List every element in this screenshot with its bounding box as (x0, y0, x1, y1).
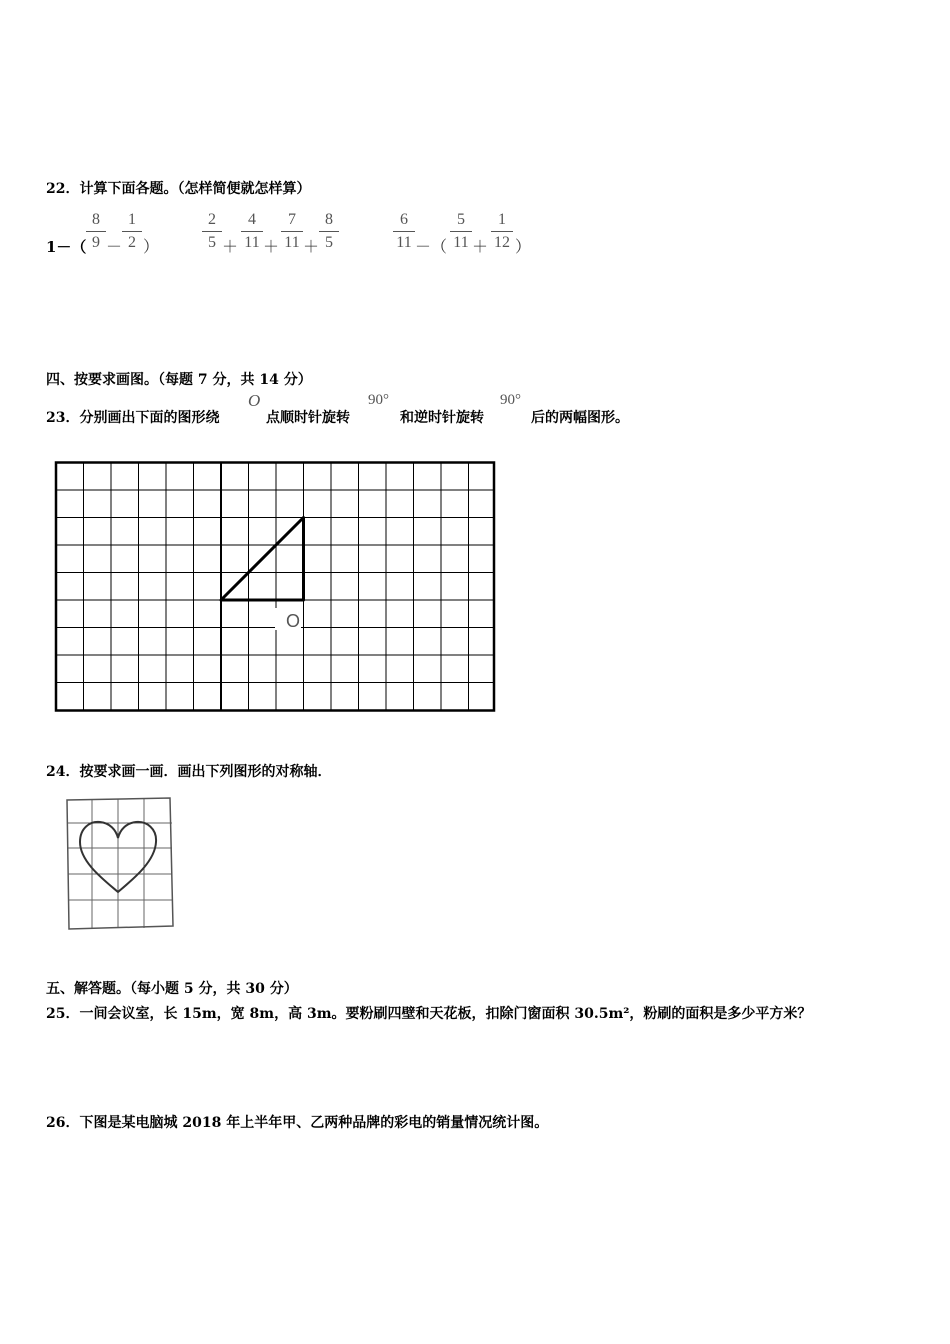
fraction-denominator: 11 (284, 234, 300, 251)
expr2-plus-2: ＋ (263, 239, 280, 256)
fraction-numerator: 8 (92, 211, 100, 228)
q23-text-4: 后的两幅图形。 (531, 410, 629, 426)
fraction-denominator: 2 (128, 234, 136, 251)
q23-text-2: 点顺时针旋转 (266, 410, 350, 426)
expr3-fraction-1 (392, 210, 416, 253)
section-5-title: 五、解答题。（每小题 5 分，共 30 分） (46, 981, 298, 997)
expr2-fraction-2 (240, 210, 264, 253)
expr1-minus: － (106, 239, 123, 256)
expr2-plus-1: ＋ (222, 239, 239, 256)
q26-text: 26．下图是某电脑城 2018 年上半年甲、乙两种品牌的彩电的销量情况统计图。 (46, 1115, 549, 1131)
q23-text-1: 23．分别画出下面的图形绕 (46, 410, 220, 426)
q23-point-label: O (248, 391, 261, 410)
expr1-lead: 1－（ (46, 238, 87, 256)
expr3-fraction-2 (449, 210, 473, 253)
right-triangle-shape (221, 518, 304, 601)
heart-grid-border (67, 798, 173, 929)
grid-border (56, 463, 494, 711)
fraction-numerator: 8 (325, 211, 333, 228)
expr1-close: ） (143, 239, 160, 256)
fraction-numerator: 4 (248, 211, 256, 228)
rotation-grid-figure (54, 461, 496, 713)
fraction-denominator: 5 (208, 234, 216, 251)
expr3-close: ） (515, 239, 532, 256)
expr2-fraction-3 (280, 210, 304, 253)
expr3-fraction-3 (490, 210, 514, 253)
expr1-fraction-1 (85, 210, 107, 253)
q23-text-3: 和逆时针旋转 (400, 410, 484, 426)
heart-grid-figure (64, 796, 176, 932)
rotation-center-label: O (285, 611, 301, 631)
fraction-numerator: 5 (457, 211, 465, 228)
fraction-denominator: 11 (244, 234, 260, 251)
fraction-denominator: 5 (325, 234, 333, 251)
q23-angle-2: 90° (500, 392, 521, 408)
heart-grid-lines (68, 799, 172, 928)
expr3-plus: ＋ (472, 239, 489, 256)
q25-text: 25．一间会议室，长 15m，宽 8m，高 3m。要粉刷四壁和天花板，扣除门窗面积 30.5m²，粉刷的面积是多少平方米？ (46, 1006, 812, 1022)
fraction-denominator: 12 (494, 234, 510, 251)
fraction-numerator: 2 (208, 211, 216, 228)
expr1-fraction-2 (121, 210, 143, 253)
q24-title: 24．按要求画一画．画出下列图形的对称轴． (46, 764, 332, 780)
fraction-numerator: 7 (288, 211, 296, 228)
fraction-numerator: 1 (128, 211, 136, 228)
expr2-fraction-4 (318, 210, 340, 253)
grid-lines (56, 463, 494, 711)
fraction-numerator: 6 (400, 211, 408, 228)
q22-title: 22．计算下面各题。（怎样简便就怎样算） (46, 181, 311, 197)
section-4-title: 四、按要求画图。（每题 7 分，共 14 分） (46, 372, 312, 388)
fraction-denominator: 9 (92, 234, 100, 251)
q23-angle-1: 90° (368, 392, 389, 408)
expr2-plus-3: ＋ (303, 239, 320, 256)
fraction-numerator: 1 (498, 211, 506, 228)
fraction-denominator: 11 (453, 234, 469, 251)
expr2-fraction-1 (201, 210, 223, 253)
expr3-minus-paren: －（ (415, 239, 448, 256)
fraction-denominator: 11 (396, 234, 412, 251)
